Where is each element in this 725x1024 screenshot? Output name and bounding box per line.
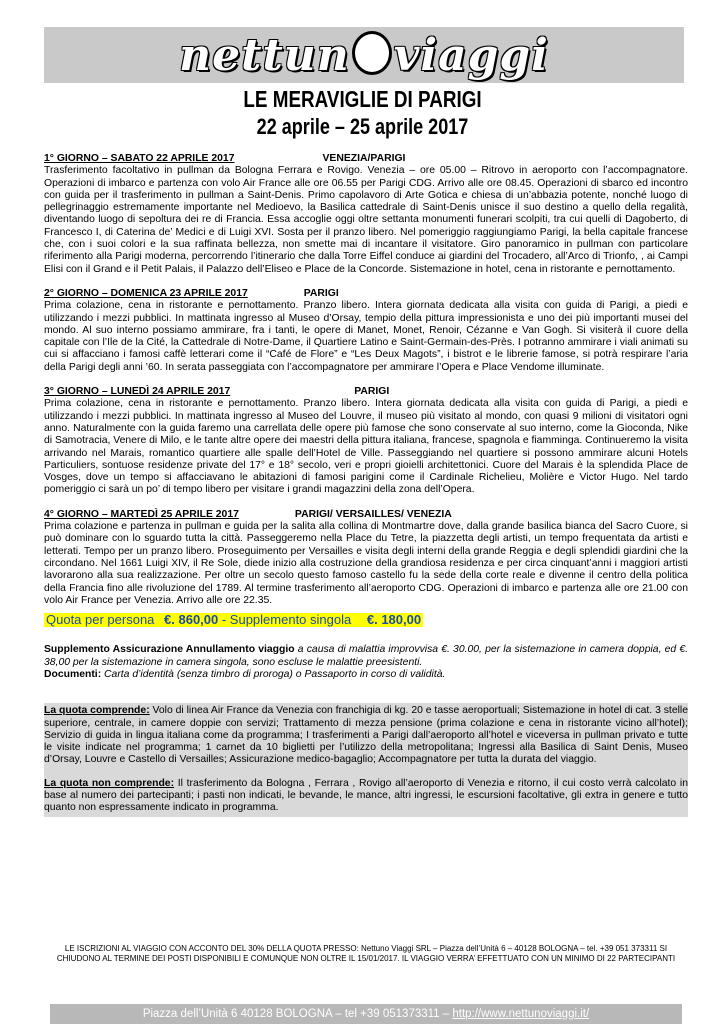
documents-note: Documenti: Carta d’identità (senza timbro di proroga) o Passaporto in corso di validità. [44,668,446,680]
excludes-note: La quota non comprende: Il trasferimento da Bologna , Ferrara , Rovigo all’aeroporto di Venezia e ritorno, il cui costo verrà calcolato in base al numero dei partecipanti; i pasti non indicati, le bevande, le mance, altri ingressi, le escursioni facoltative, gli extra in genere e tutto quanto non espressamente indicato in programma. [44,777,688,814]
contact-bar [50,1004,682,1024]
day-4-heading: 4° GIORNO – MARTEDÌ 25 APRILE 2017 PARIGI/ VERSAILLES/ VENEZIA [44,508,452,520]
conditions-box [44,703,688,816]
day-3-text: Prima colazione, cena in ristorante e pernottamento. Pranzo libero. Intera giornata dedicata alla visita con guida di Parigi, a piedi e utilizzando i mezzi pubblici. In mattinata ingresso al Museo del Louvre, il museo più visitato al mondo, con quasi 9 milioni di visitatori ogni anno. Naturalmente con la guida faremo una carrellata delle opere più famose che sono conservate al suo interno, come la Gioconda, Nike di Samotracia, Venere di Milo, e le tante altre opere dei maestri della pittura italiana, francese, spagnola e fiamminga. Continueremo la visita arrivando nel Marais, romantico quartiere alle spalle dell’Hotel de Ville. Passeggiando nel quartiere si possono ammirare alcuni Hotels Particuliers, sontuose residenze private del 17° e 18° secolo, veri e propri gioielli architettonici. Cuore del Marais è la splendida Place de Vosges, dove un tempo si affacciavano le abitazioni di famosi parigini come il Cardinale Richelieu, Molière e Victor Hugo. Nel tardo pomeriggio ci sarà un po’ di tempo libero per visitare i grandi magazzini della zona dell’Opera. [44,398,688,496]
booking-footer: LE ISCRIZIONI AL VIAGGIO CON ACCONTO DEL 30% DELLA QUOTA PRESSO: Nettuno Viaggi SRL – Piazza dell’Unità 6 – 40128 BOLOGNA – tel. +39 051 373311 SI CHIUDONO AL TERMINE DEI POSTI DISPONIBILI E COMUNQUE NON OLTRE IL 15/01/2017. IL VIAGGIO VERRA’ EFFETTUATO CON UN MINIMO DI 22 PARTECIPANTI [56,944,676,963]
brand-logo-right: viaggi [393,29,549,81]
neptune-globe-icon [352,31,392,75]
website-link[interactable]: http://www.nettunoviaggi.it/ [452,1008,590,1020]
trip-dates: 22 aprile – 25 aprile 2017 [256,114,469,139]
price-label: Quota per persona [46,612,155,628]
price-box [44,613,423,627]
page-title: LE MERAVIGLIE DI PARIGI [243,86,482,112]
itinerary [44,153,688,817]
day-2-destination: PARIGI [303,287,339,299]
day-2-text: Prima colazione, cena in ristorante e pernottamento. Pranzo libero. Intera giornata dedicata alla visita con guida di Parigi, a piedi e utilizzando i mezzi pubblici. In mattinata ingresso al Museo d’Orsay, tempio della pittura impressionista e uno dei più importanti musei del mondo. Al suo interno possiamo ammirare, fra i tanti, le opere di Manet, Monet, Renoir, Cézanne e Van Gogh. Si visiterà il cuore della capitale con l’Ile de la Cité, la Cattedrale di Notre-Dame, il Quartiere Latino e Saint-Germain-des-Près. I potranno ammirare i viali animati su cui si affacciano i famosi caffè letterari come il “Café de Flore” e “Les Deux Magots”, i bistrot e le librerie famose, si potrà respirare l’aria della Parigi degli anni ’60. In serata passeggiata con l’accompagnatore per ammirare l’Opera e Place Vendome illuminate. [44,300,688,373]
single-supplement-amount: €. 180,00 [366,612,422,628]
contact-address: Piazza dell’Unità 6 40128 BOLOGNA – tel +39 051373311 – [142,1008,453,1020]
day-3-destination: PARIGI [354,386,390,398]
day-2-heading: 2° GIORNO – DOMENICA 23 APRILE 2017 PARIGI [44,287,339,299]
day-1-destination: VENEZIA/PARIGI [322,153,406,164]
price-separator: - Supplemento singola [218,612,352,628]
day-1-heading: 1° GIORNO – SABATO 22 APRILE 2017 VENEZIA/PARIGI [44,153,406,164]
day-4-text: Prima colazione e partenza in pullman e guida per la salita alla collina di Montmartre dove, dalla grande basilica bianca del Sacro Cuore, si può dominare con lo sguardo tutta la città. Passeggeremo nella Place du Tetre, la piazzetta degli artisti, un tempo frequentata da artisti e letterati. Tempo per un pranzo libero. Proseguimento per Versailles e visita degli interni della grande Reggia e degli splendidi giardini che la circondano. Nel 1661 Luigi XIV, il Re Sole, diede inizio alla costruzione della grandiosa residenza e per circa cinquant’anni i maggiori artisti lavorarono alla sua realizzazione. Per oltre un secolo questo famoso castello fu la sede della corte reale e divenne il centro della politica della Francia fino alle rivoluzione del 1789. Al termine trasferimento all’aeroporto CDG. Operazioni di imbarco e partenza alle ore 21.00 con volo Air France per Venezia. Arrivo alle ore 22.35. [44,521,688,606]
day-3-heading: 3° GIORNO – LUNEDÌ 24 APRILE 2017 PARIGI [44,386,390,398]
day-4-destination: PARIGI/ VERSAILLES/ VENEZIA [294,508,452,520]
insurance-note: Supplemento Assicurazione Annullamento viaggio a causa di malattia improvvisa €. 30.00, per la sistemazione in camera doppia, ed €. 38,00 per la sistemazione in camera singola, sono escluse le malattie preesistenti. [44,644,689,668]
day-1-text: Trasferimento facoltativo in pullman da Bologna Ferrara e Rovigo. Venezia – ore 05.00 – Ritrovo in aeroporto con l’accompagnatore. Operazioni di imbarco e partenza con volo Air France alle ore 06.55 per Parigi CDG. Arrivo alle ore 08.45. Operazioni di sbarco ed incontro con guida per il trasferimento in pullman a Saint-Denis. Primo capolavoro di Arte Gotica e chiesa di un’abbazia potente, nonché luogo di pellegrinaggio estremamente importante nel Medioevo, la Basilica cattedrale di Saint-Denis unisce il suo destino a quello della regalità, diventando luogo di sepoltura dei re di Francia. Essa accoglie oggi oltre settanta monumenti funerari scolpiti, tra cui quelli di Dagoberto, di Francesco I, di Caterina de’ Medici e di Luigi XVI. Sosta per il pranzo libero. Nel pomeriggio raggiungiamo Parigi, la bella capitale francese che, con i suoi colori e la sua raffinata bellezza, non smette mai di incantare il visitatore. Giro panoramico in pullman con particolare riferimento alla Parigi moderna, percorrendo l’itinerario che dalla Torre Eiffel conduce ai giardini del Trocadero, all’Arco di Trionfo, , ai Campi Elisi con il Grand e il Petit Palais, il Palazzo dell’Eliseo e Place de la Concorde. Sistemazione in hotel, cena in ristorante e pernottamento. [44,165,688,275]
brand-logo-left: nettun [179,29,350,81]
includes-note: La quota comprende: Volo di linea Air France da Venezia con franchigia di kg. 20 e tasse aeroportuali; Sistemazione in hotel di cat. 3 stelle superiore, centrale, in camere doppie con servizi; Trattamento di mezza pensione (prima colazione e cena in ristorante vicino all’hotel); Servizio di guida in lingua italiana come da programma; I trasferimenti a Parigi dall’aeroporto all’hotel e viceversa in pullman privato e tutte le visite indicate nel programma; 1 carnet da 10 biglietti per l’utilizzo della metropolitana; Ingressi alla Basilica di Saint Denis, Museo d’Orsay, Louvre e Castello di Versailles; Assicurazione medico-bagaglio; Accompagnatore per tutta la durata del viaggio. [44,705,688,766]
price-amount: €. 860,00 [164,612,219,628]
logo-banner [44,27,684,83]
